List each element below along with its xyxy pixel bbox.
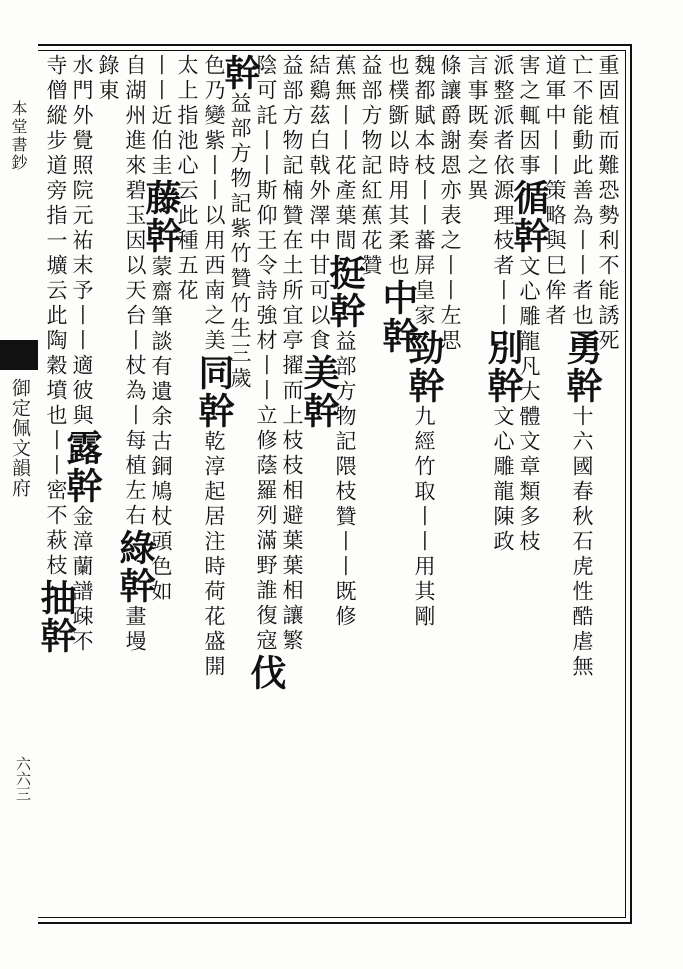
headword: 勇幹: [561, 329, 603, 405]
column-text: 色乃變紫丨丨以用西南之美: [202, 54, 226, 354]
headword: 綠幹: [114, 529, 156, 605]
headword: 循幹: [508, 179, 550, 255]
headword: 同幹: [193, 354, 235, 430]
column-text: 害之: [517, 54, 541, 104]
column-text: 益部方物記紫竹贊竹生三歲: [228, 92, 252, 392]
column-text: 也樸斵以時用其柔也: [386, 54, 410, 279]
column-text: 丨丨密不萩枝: [44, 429, 68, 579]
margin-title-top: 本堂書鈔: [9, 100, 28, 172]
column-text: 錄東: [96, 54, 120, 104]
headword: 藤幹: [140, 179, 182, 255]
column-text: 丨丨近伯圭: [149, 54, 173, 179]
column-text: 文心雕龍凡大體文章類多枝: [517, 255, 541, 555]
headword: 抽幹: [35, 579, 77, 655]
margin-page-number: 六六三: [14, 756, 32, 801]
column-text: 益部方物記隈枝贊丨丨既修: [333, 330, 357, 630]
margin-fishtail-bar: [0, 340, 38, 370]
column-text: 益部方物記楠贊在土所宜亭擢而上枝枝相避葉葉相讓繁: [280, 54, 304, 654]
headword: 露幹: [61, 429, 103, 505]
column-text: 言事既奏之異: [465, 54, 489, 204]
column-text: 輒因事: [517, 104, 541, 179]
headword: 伐: [245, 654, 287, 692]
headword: 挺幹: [324, 254, 366, 330]
column-text: 碧玉因以天台丨杖為丨每植左右: [123, 179, 147, 529]
column-text: 條讓爵謝恩亦表之丨丨左思: [438, 54, 462, 354]
column-text: 太上指池心云此種五花: [175, 54, 199, 304]
column-text: 蕉無丨丨花產葉間: [333, 54, 357, 254]
margin-strip: [0, 44, 38, 924]
column-text: 陰可託丨丨斯仰王令詩強材丨丨立修蔭羅列滿野誰復寇: [254, 54, 278, 654]
column-text: 乾淳起居注時荷花盛開: [202, 430, 226, 680]
headword: 勁幹: [403, 329, 445, 405]
column-text: 益部方物記紅蕉花贊: [359, 54, 383, 279]
column-text: 寺僧縱步道旁指一壙云此陶穀墳也: [44, 54, 68, 429]
column-text: 道軍中丨丨策略與巳侔者: [543, 54, 567, 329]
column-text: 金漳蘭譜疎不: [70, 505, 94, 655]
headword: 中幹: [377, 279, 419, 355]
column-text: 九經竹取丨丨用其剛: [412, 405, 436, 630]
headword: 別幹: [482, 329, 524, 405]
column-text: 亡不能動此善為丨丨者也: [570, 54, 594, 329]
headword: 幹: [219, 54, 261, 92]
column-text: 蒙齋筆談有遺余古銅鳩杖頭色如: [149, 255, 173, 605]
column-text: 重固植而難恐勢利不能誘死: [596, 54, 620, 354]
column-text: 結鷄茲白戟外澤中甘可以食: [307, 54, 331, 354]
column-text: 派整派者依源理枝者丨丨: [491, 54, 515, 329]
text-column: [35, 54, 77, 916]
headword: 美幹: [298, 354, 340, 430]
column-text: 魏都賦本枝丨丨蕃屏皇家: [412, 54, 436, 329]
column-text: 畫墁: [123, 605, 147, 655]
column-text: 文心雕龍陳政: [491, 405, 515, 555]
column-text: 十六國春秋石虎性酷虐無: [570, 405, 594, 680]
column-text: 自湖州進來: [123, 54, 147, 179]
column-text: 水門外覺照院元祐末予丨丨適彼與: [70, 54, 94, 429]
margin-book-title: 御定佩文韻府: [9, 378, 31, 498]
